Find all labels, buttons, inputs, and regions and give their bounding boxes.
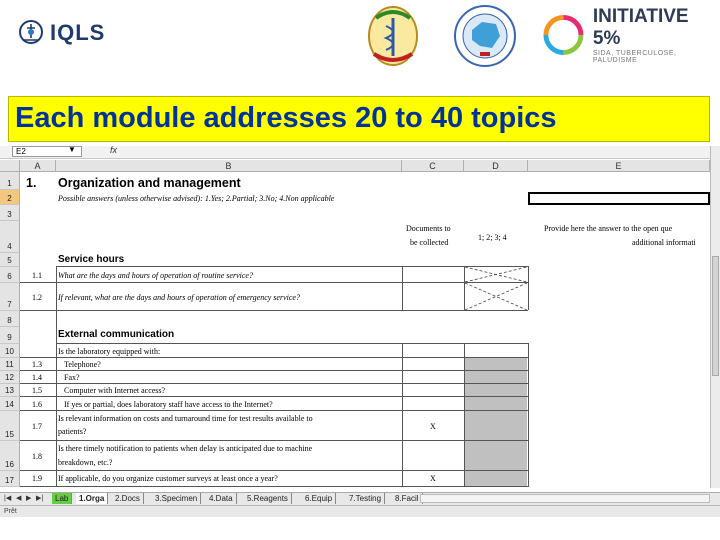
tab-equip[interactable]: 6.Equip	[302, 493, 336, 504]
row-header[interactable]: 11	[0, 358, 20, 371]
row-header[interactable]: 7	[0, 283, 20, 311]
grid-line	[56, 343, 528, 344]
vertical-scrollbar[interactable]	[710, 146, 720, 488]
row-header-selected[interactable]: 2	[0, 190, 20, 205]
name-box[interactable]: E2	[12, 146, 82, 157]
row-header[interactable]: 4	[0, 221, 20, 253]
question-text: If relevant, what are the days and hours of operation of emergency service?	[58, 293, 300, 302]
ministry-emblem-icon	[366, 4, 420, 68]
scrollbar-thumb[interactable]	[712, 256, 719, 376]
row-header[interactable]: 17	[0, 471, 20, 487]
initiative-title: INITIATIVE 5%	[592, 6, 689, 49]
tab-data[interactable]: 4.Data	[206, 493, 237, 504]
service-hours-heading: Service hours	[58, 254, 125, 265]
logo-bar	[0, 0, 720, 86]
grid-line	[20, 486, 528, 487]
tab-testing[interactable]: 7.Testing	[346, 493, 385, 504]
prev-sheet-icon[interactable]: ◀	[16, 495, 22, 502]
grid-line	[20, 410, 528, 411]
title-banner	[8, 96, 710, 142]
col-c-header-line2: be collected	[410, 238, 449, 247]
last-sheet-icon[interactable]: ▶|	[36, 495, 44, 502]
question-text: Computer with Internet access?	[64, 386, 166, 395]
question-number: 1.7	[32, 422, 42, 431]
grid-line	[20, 310, 528, 311]
grid-line	[20, 470, 528, 471]
banner-title: Each module addresses 20 to 40 topics	[15, 102, 557, 134]
spreadsheet	[0, 96, 720, 516]
iqls-label: IQLS	[50, 20, 106, 45]
row-header[interactable]: 14	[0, 397, 20, 411]
col-e-header-line2: additional informati	[632, 238, 696, 247]
question-number: 1.5	[32, 386, 42, 395]
question-text: What are the days and hours of operation of routine service?	[58, 271, 253, 280]
section-number: 1.	[26, 176, 37, 190]
question-number: 1.9	[32, 474, 42, 483]
row-header[interactable]: 9	[0, 327, 20, 344]
initiative-subtitle: SIDA, TUBERCULOSE, PALUDISME	[592, 50, 677, 64]
grid-line	[20, 440, 528, 441]
globe-microscope-icon	[18, 18, 44, 48]
iqls-logo	[18, 18, 105, 48]
row-text: Is the laboratory equipped with:	[58, 347, 161, 356]
status-bar: Prêt	[0, 505, 720, 517]
selected-cell-e2[interactable]	[528, 192, 710, 205]
tab-specimen[interactable]: 3.Specimen	[152, 493, 201, 504]
row-header[interactable]: 16	[0, 441, 20, 471]
sheet-tab-bar	[0, 492, 720, 505]
disabled-cells-column-d	[465, 358, 527, 487]
question-number: 1.1	[32, 271, 42, 280]
row-header[interactable]: 13	[0, 384, 20, 397]
row-header[interactable]: 3	[0, 205, 20, 221]
question-text: Is relevant information on costs and turnaround time for test results available to	[58, 414, 313, 423]
column-header-d[interactable]: D	[464, 160, 528, 172]
column-header-b[interactable]: B	[56, 160, 402, 172]
row-header[interactable]: 1	[0, 172, 20, 190]
tab-facil[interactable]: 8.Facil	[392, 493, 423, 504]
question-text: Telephone?	[64, 360, 101, 369]
document-mark: X	[430, 474, 436, 483]
col-e-header: Provide here the answer to the open que	[544, 224, 673, 233]
grid-line	[528, 266, 529, 310]
national-program-seal-icon	[452, 2, 518, 70]
grid-line	[528, 343, 529, 487]
row-header[interactable]: 10	[0, 344, 20, 358]
question-number: 1.2	[32, 293, 42, 302]
grid-line	[56, 266, 57, 487]
column-header-a[interactable]: A	[20, 160, 56, 172]
col-d-header: 1; 2; 3; 4	[478, 233, 507, 242]
possible-answers-note: Possible answers (unless otherwise advised): 1.Yes; 2.Partial; 3.No; 4.Non applicable	[58, 194, 335, 203]
grid-line	[20, 383, 528, 384]
grid-line	[56, 266, 528, 267]
row-header[interactable]: 5	[0, 253, 20, 267]
horizontal-scrollbar[interactable]	[420, 494, 710, 503]
document-mark: X	[430, 422, 436, 431]
tab-docs[interactable]: 2.Docs	[112, 493, 144, 504]
external-communication-heading: External communication	[58, 329, 175, 340]
row-header[interactable]: 15	[0, 411, 20, 441]
fx-icon[interactable]: fx	[110, 145, 118, 155]
question-text: If yes or partial, does laboratory staff have access to the Internet?	[64, 400, 273, 409]
question-text-line2: breakdown, etc.?	[58, 458, 113, 467]
question-text-line2: patients?	[58, 427, 87, 436]
select-all-corner[interactable]	[0, 160, 20, 172]
row-header[interactable]: 6	[0, 267, 20, 283]
grid-line	[20, 357, 528, 358]
row-header[interactable]: 8	[0, 311, 20, 327]
tab-lab[interactable]: Lab	[52, 493, 72, 504]
column-header-c[interactable]: C	[402, 160, 464, 172]
grid-line	[464, 343, 465, 487]
grid-line	[402, 343, 403, 487]
question-text: Is there timely notification to patients when delay is anticipated due to machine	[58, 444, 313, 453]
question-text: Fax?	[64, 373, 80, 382]
row-header[interactable]: 12	[0, 371, 20, 384]
not-applicable-cross	[465, 267, 527, 310]
next-sheet-icon[interactable]: ▶	[26, 495, 32, 502]
initiative-5-logo	[542, 6, 720, 64]
tab-orga[interactable]: 1.Orga	[76, 493, 108, 504]
question-number: 1.6	[32, 400, 42, 409]
name-box-dropdown-icon[interactable]: ▼	[68, 145, 76, 154]
first-sheet-icon[interactable]: |◀	[4, 495, 12, 502]
question-number: 1.8	[32, 452, 42, 461]
ring-logo-icon	[542, 13, 585, 57]
grid-line	[20, 370, 528, 371]
grid-line	[20, 396, 528, 397]
tab-reagents[interactable]: 5.Reagents	[244, 493, 292, 504]
question-number: 1.4	[32, 373, 42, 382]
question-text: If applicable, do you organize customer surveys at least once a year?	[58, 474, 278, 483]
col-c-header: Documents to	[406, 224, 451, 233]
grid-line	[402, 266, 403, 310]
section-title: Organization and management	[58, 176, 241, 190]
grid-line	[20, 282, 528, 283]
question-number: 1.3	[32, 360, 42, 369]
formula-bar	[0, 146, 720, 159]
column-header-e[interactable]: E	[528, 160, 710, 172]
